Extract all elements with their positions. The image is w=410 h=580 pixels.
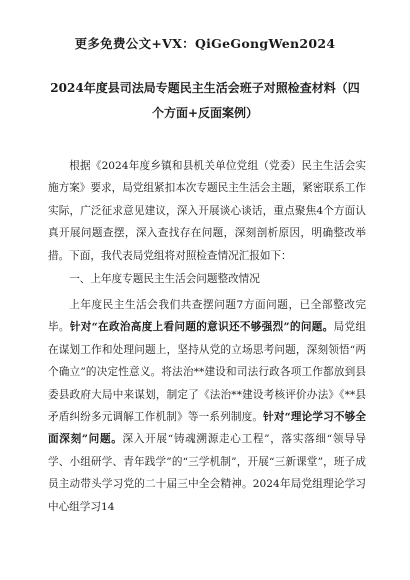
bold-issue-2: 针对“理论学习不够全面深刻”问题。 [48, 411, 367, 446]
section-heading-1: 一、上年度专题民主生活会问题整改情况 [69, 273, 260, 285]
title-line-1: 2024年度县司法局专题民主生活会班子对照检查材料（四 [50, 81, 360, 95]
body-paragraph [48, 294, 366, 518]
body-sentence-3: 深入开展“铸魂溯源走心工程”，落实落细“领导导学、小组研学、青年践学”的“三学机制”，开展“三新课堂”，班子成员主动带头学习党的二十届三中全会精神。2024年局党组理论学习中心组学习14 [48, 433, 367, 513]
title-line-2: 个方面+反面案例） [151, 106, 259, 120]
bold-issue-1: 针对“在政治高度上看问题的意识还不够强烈”的问题。 [69, 321, 334, 334]
body-sentence-1: 上年度民主生活会我们共查摆问题7方面问题，已全部整改完毕。 [48, 299, 366, 334]
document-title [30, 76, 380, 126]
header-watermark-text: 更多免费公文+VX：QiGeGongWen2024 [74, 36, 336, 51]
body-sentence-2: 局党组在谋划工作和处理问题上，坚持从党的立场思考问题，深刻领悟“两个确立”的决定性意义。将法治**建设和司法行政各项工作都放到县委县政府大局中来谋划，制定了《法治**建设考核评价办法》《**县矛盾纠纷多元调解工作机制》等一系列制度。 [48, 321, 367, 424]
intro-paragraph: 根据《2024年度乡镇和县机关单位党组（党委）民主生活会实施方案》要求，局党组紧扣本次专题民主生活会主题，紧密联系工作实际，广泛征求意见建议，深入开展谈心谈话，重点聚焦4个方面认真开展问题查摆，深入查找存在问题，深刻剖析原因，明确整改举措。下面，我代表局党组将对照检查情况汇报如下： [48, 160, 366, 262]
